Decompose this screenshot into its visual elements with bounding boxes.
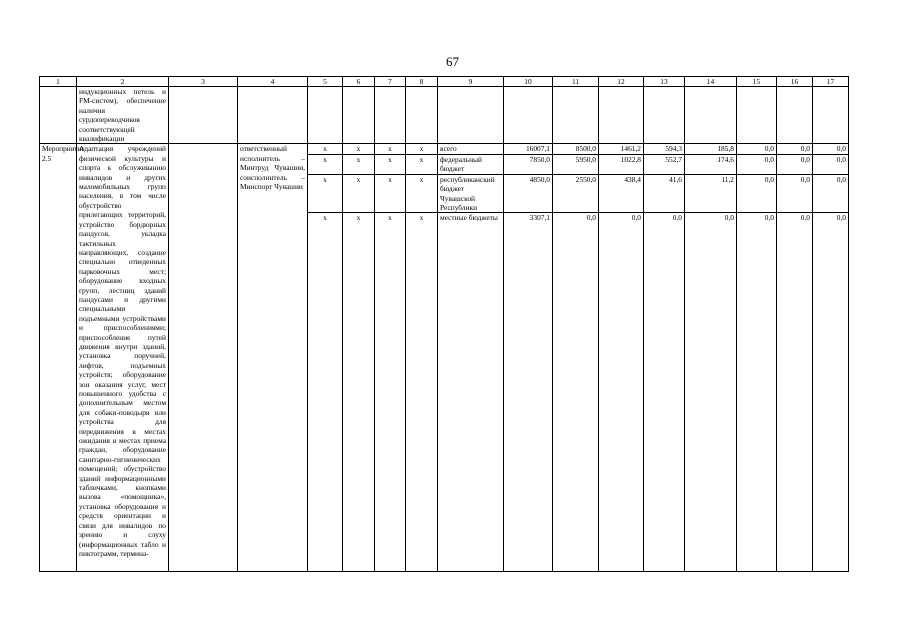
header-cell: 5 — [308, 77, 343, 87]
header-cell: 7 — [375, 77, 406, 87]
funding-source: местные бюджеты — [438, 213, 504, 572]
table-cell: 0,0 — [737, 174, 777, 213]
table-cell: 5950,0 — [553, 154, 599, 174]
table-cell: x — [375, 174, 406, 213]
header-cell: 11 — [553, 77, 599, 87]
table-cell: 0,0 — [813, 174, 849, 213]
table-cell: 11,2 — [685, 174, 737, 213]
table-cell: 8500,0 — [553, 144, 599, 154]
table-cell: 594,3 — [644, 144, 685, 154]
table-cell: x — [308, 174, 343, 213]
header-cell: 17 — [813, 77, 849, 87]
header-cell: 13 — [644, 77, 685, 87]
table-cell: 0,0 — [777, 213, 813, 572]
header-cell: 1 — [40, 77, 77, 87]
page-number: 67 — [446, 54, 459, 69]
continuation-text: индукционных петель и FM-систем), обеспечение наличия сурдопереводчиков соответствующей квалификации — [77, 87, 169, 144]
program-table — [39, 76, 849, 572]
table-cell: 438,4 — [599, 174, 644, 213]
table-cell: 0,0 — [737, 213, 777, 572]
funding-source: всего — [438, 144, 504, 154]
table-cell: 0,0 — [813, 213, 849, 572]
header-cell: 8 — [406, 77, 438, 87]
table-cell: 3307,1 — [504, 213, 553, 572]
header-cell: 6 — [343, 77, 375, 87]
table-cell: 2550,0 — [553, 174, 599, 213]
table-cell: 7850,0 — [504, 154, 553, 174]
table-cell: x — [375, 154, 406, 174]
table-cell: 0,0 — [813, 144, 849, 154]
table-cell: 0,0 — [777, 144, 813, 154]
funding-source: федеральный бюджет — [438, 154, 504, 174]
table-cell: 0,0 — [553, 213, 599, 572]
header-cell: 14 — [685, 77, 737, 87]
table-cell: 4850,0 — [504, 174, 553, 213]
table-cell: 1022,8 — [599, 154, 644, 174]
header-cell: 3 — [169, 77, 238, 87]
table-cell: 185,8 — [685, 144, 737, 154]
table-cell: 174,6 — [685, 154, 737, 174]
measure-number: Мероприятие 2.5 — [40, 144, 77, 572]
table-cell: x — [308, 144, 343, 154]
table-cell: x — [343, 213, 375, 572]
header-cell: 12 — [599, 77, 644, 87]
table-cell: 0,0 — [737, 144, 777, 154]
header-row — [40, 77, 849, 87]
table-cell: x — [406, 213, 438, 572]
measure-executor: ответственный исполнитель – Минтруд Чувашии, соисполнитель – Минспорт Чувашии — [238, 144, 308, 572]
header-cell: 2 — [77, 77, 169, 87]
table-cell: 552,7 — [644, 154, 685, 174]
table-cell: 0,0 — [813, 154, 849, 174]
table-cell: 1461,2 — [599, 144, 644, 154]
table-cell: 0,0 — [599, 213, 644, 572]
table-cell: 0,0 — [685, 213, 737, 572]
continuation-row — [40, 87, 849, 144]
header-cell: 16 — [777, 77, 813, 87]
table-cell: 0,0 — [777, 154, 813, 174]
table-cell: 0,0 — [644, 213, 685, 572]
table-cell: 0,0 — [777, 174, 813, 213]
measure-col3 — [169, 144, 238, 572]
table-cell: x — [406, 144, 438, 154]
table-cell: 41,6 — [644, 174, 685, 213]
table-cell: x — [308, 213, 343, 572]
table-cell: x — [343, 144, 375, 154]
measure-description: Адаптация учреждений физической культуры и спорта к обслуживанию инвалидов и других маломобильных групп населения, в том числе обустройство прилегающих территорий, устройство бордюрных пандусов, укладка тактильных направляющих, создание специально отведенных парковочных мест; оборудование входных групп, лестниц зданий пандусами и другими специальными подъемными устройствами и приспособлениями; приспособление путей движения внутри зданий, установка поручней, лифтов, подъемных устройств; оборудование зон оказания услуг, мест повышенного удобства с дополнительным местом для собаки-поводыря или устройства для передвижения в местах ожидания и местах приема граждан, оборудование санитарно-гигиенических помещений; обустройство зданий информационными табличками, кнопками вызова «помощника», установка оборудования и средств ориентации и связи для инвалидов по зрению и слуху (информационных табло и пиктограмм, термина- — [77, 144, 169, 572]
table-cell: 0,0 — [737, 154, 777, 174]
table-cell: x — [308, 154, 343, 174]
table-cell: x — [375, 144, 406, 154]
table-row — [40, 144, 849, 154]
header-cell: 9 — [438, 77, 504, 87]
table-cell: 16007,1 — [504, 144, 553, 154]
header-cell: 15 — [737, 77, 777, 87]
table-cell: x — [406, 154, 438, 174]
table-cell: x — [375, 213, 406, 572]
table-cell: x — [406, 174, 438, 213]
table-cell: x — [343, 174, 375, 213]
header-cell: 4 — [238, 77, 308, 87]
table-cell: x — [343, 154, 375, 174]
funding-source: республиканский бюджет Чувашской Республики — [438, 174, 504, 213]
header-cell: 10 — [504, 77, 553, 87]
